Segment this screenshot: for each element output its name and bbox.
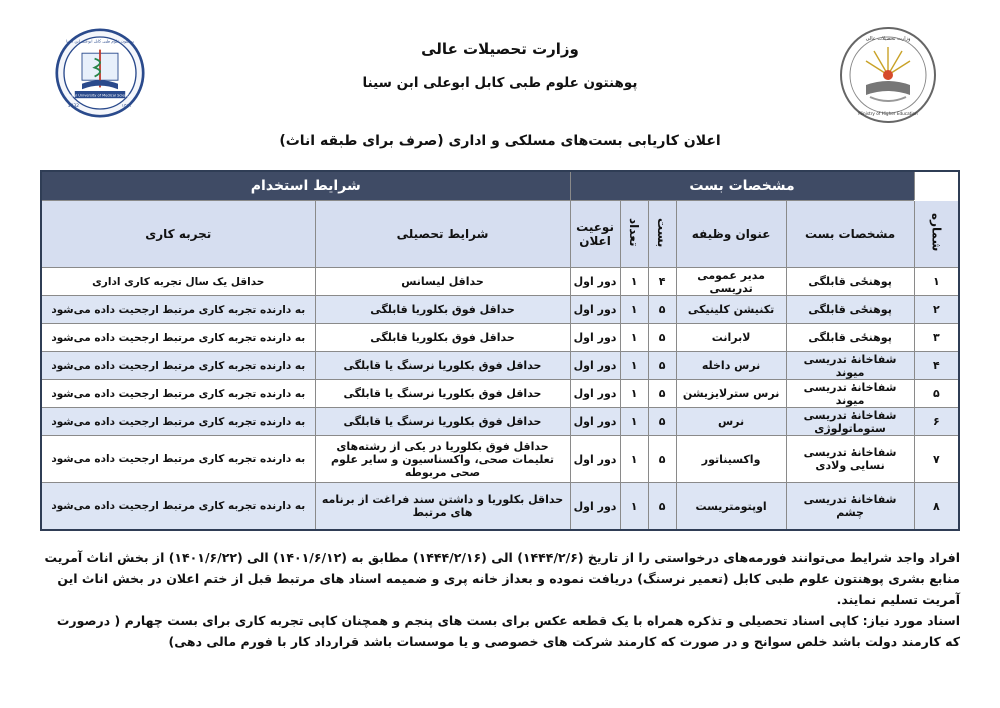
cell-title: نرس داخله — [676, 352, 786, 380]
cell-bast: ۵ — [648, 436, 676, 483]
cell-bast: ۵ — [648, 352, 676, 380]
table-row — [41, 483, 959, 531]
cell-round: دور اول — [570, 408, 620, 436]
cell-no: ۶ — [914, 408, 959, 436]
cell-spec: شفاخانهٔ تدریسی چشم — [786, 483, 914, 531]
cell-edu: حداقل بکلوریا و داشتن سند فراغت از برنامه های مرتبط — [315, 483, 570, 531]
cell-round: دور اول — [570, 436, 620, 483]
cell-title: تکنیشن کلینیکی — [676, 296, 786, 324]
table-row — [41, 408, 959, 436]
cell-spec: شفاخانهٔ تدریسی ستوماتولوژی — [786, 408, 914, 436]
cell-bast: ۴ — [648, 268, 676, 296]
cell-count: ۱ — [620, 408, 648, 436]
col-round-header: نوعیت اعلان — [570, 201, 620, 268]
cell-edu: حداقل فوق بکلوریا قابلگی — [315, 324, 570, 352]
svg-text:۱۳۱۱: ۱۳۱۱ — [121, 104, 132, 110]
table-row — [41, 296, 959, 324]
cell-round: دور اول — [570, 380, 620, 408]
cell-spec: شفاخانهٔ تدریسی نسایی ولادی — [786, 436, 914, 483]
cell-bast: ۵ — [648, 380, 676, 408]
col-count-header: تعداد — [620, 201, 648, 268]
cell-count: ۱ — [620, 380, 648, 408]
col-title-header: عنوان وظیفه — [676, 201, 786, 268]
cell-exp: حداقل یک سال تجربه کاری اداری — [41, 268, 315, 296]
col-exp-header: تجربه کاری — [41, 201, 315, 268]
cell-spec: پوهنځی قابلگی — [786, 296, 914, 324]
cell-exp: به دارنده تجربه کاری مرتبط ارجحیت داده می‌شود — [41, 352, 315, 380]
table-row — [41, 380, 959, 408]
university-title: پوهنتون علوم طبی کابل ابوعلی ابن سینا — [362, 75, 638, 91]
svg-text:وزارت تحصیلات عالی: وزارت تحصیلات عالی — [865, 36, 911, 42]
group-post-header: مشخصات بست — [570, 171, 914, 201]
col-spec-header: مشخصات بست — [786, 201, 914, 268]
cell-title: اوپتومتریست — [676, 483, 786, 531]
required-documents-note: اسناد مورد نیاز: کاپی اسناد تحصیلی و تذکره همراه با یک قطعه عکس برای بست های پنجم و همچنان کاپی تجربه کاری برای بست چهارم ( درصورت که کارمند دولت باشد خلص سوانح و در صورت که کارمند شرکت های خصوصی و یا موسسات باشد قرارداد کار با فورم مالی دهی) — [56, 613, 960, 649]
band-spacer — [914, 171, 959, 201]
cell-count: ۱ — [620, 296, 648, 324]
cell-edu: حداقل فوق بکلوریا نرسنگ یا قابلگی — [315, 352, 570, 380]
cell-round: دور اول — [570, 483, 620, 531]
cell-spec: پوهنځی قابلگی — [786, 268, 914, 296]
table-row — [41, 324, 959, 352]
cell-bast: ۵ — [648, 408, 676, 436]
cell-no: ۳ — [914, 324, 959, 352]
cell-exp: به دارنده تجربه کاری مرتبط ارجحیت داده می‌شود — [41, 324, 315, 352]
cell-title: لابرانت — [676, 324, 786, 352]
svg-text:1932: 1932 — [67, 104, 80, 110]
col-number-header: شماره — [914, 201, 959, 268]
cell-count: ۱ — [620, 483, 648, 531]
cell-count: ۱ — [620, 324, 648, 352]
table-row — [41, 268, 959, 296]
cell-edu: حداقل لیسانس — [315, 268, 570, 296]
svg-text:پوهنتون علوم طبی کابل ابوعلی ا: پوهنتون علوم طبی کابل ابوعلی ابن سینا — [66, 38, 134, 44]
cell-title: واکسیناتور — [676, 436, 786, 483]
cell-no: ۷ — [914, 436, 959, 483]
cell-no: ۲ — [914, 296, 959, 324]
cell-count: ۱ — [620, 436, 648, 483]
cell-count: ۱ — [620, 268, 648, 296]
cell-exp: به دارنده تجربه کاری مرتبط ارجحیت داده می‌شود — [41, 380, 315, 408]
ministry-title: وزارت تحصیلات عالی — [421, 40, 579, 58]
table-row — [41, 352, 959, 380]
jobs-table — [40, 170, 960, 531]
cell-round: دور اول — [570, 352, 620, 380]
cell-title: نرس سترلایزیشن — [676, 380, 786, 408]
cell-exp: به دارنده تجربه کاری مرتبط ارجحیت داده می‌شود — [41, 296, 315, 324]
cell-edu: حداقل فوق بکلوریا در یکی از رشته‌های تعلیمات صحی، واکسناسیون و سایر علوم صحی مربوطه — [315, 436, 570, 483]
cell-no: ۱ — [914, 268, 959, 296]
application-note: افراد واجد شرایط می‌توانند فورمه‌های درخواستی را از تاریخ (۱۴۴۴/۲/۶) الی (۱۴۴۴/۲/۱۶) مطابق به (۱۴۰۱/۶/۱۲) الی (۱۴۰۱/۶/۲۲) از بخش اناث آمریت منابع بشری پوهنتون علوم طبی کابل (تعمیر نرسنگ) دریافت نموده و بعداز خانه پری و ضمیمه اسناد های مرتبط قبل از ختم اعلان در بخش اناث این آمریت تسلیم نمایند. — [44, 550, 960, 607]
table-row — [41, 436, 959, 483]
col-edu-header: شرایط تحصیلی — [315, 201, 570, 268]
cell-exp: به دارنده تجربه کاری مرتبط ارجحیت داده می‌شود — [41, 483, 315, 531]
svg-text:Kabul University of Medical Sc: Kabul University of Medical Sciences — [67, 93, 133, 98]
cell-round: دور اول — [570, 268, 620, 296]
announcement-title: اعلان کاریابی بست‌های مسلکی و اداری (صرف برای طبقه اناث) — [279, 133, 721, 149]
cell-round: دور اول — [570, 296, 620, 324]
cell-bast: ۵ — [648, 324, 676, 352]
cell-title: مدیر عمومی تدریسی — [676, 268, 786, 296]
cell-spec: پوهنځی قابلگی — [786, 324, 914, 352]
col-bast-header: بست — [648, 201, 676, 268]
cell-round: دور اول — [570, 324, 620, 352]
cell-spec: شفاخانهٔ تدریسی میوند — [786, 380, 914, 408]
cell-title: نرس — [676, 408, 786, 436]
svg-text:Ministry of Higher Education: Ministry of Higher Education — [858, 111, 918, 116]
cell-edu: حداقل فوق بکلوریا قابلگی — [315, 296, 570, 324]
cell-bast: ۵ — [648, 483, 676, 531]
cell-bast: ۵ — [648, 296, 676, 324]
cell-exp: به دارنده تجربه کاری مرتبط ارجحیت داده می‌شود — [41, 436, 315, 483]
cell-spec: شفاخانهٔ تدریسی میوند — [786, 352, 914, 380]
cell-exp: به دارنده تجربه کاری مرتبط ارجحیت داده می‌شود — [41, 408, 315, 436]
cell-edu: حداقل فوق بکلوریا نرسنگ یا قابلگی — [315, 408, 570, 436]
cell-no: ۴ — [914, 352, 959, 380]
cell-count: ۱ — [620, 352, 648, 380]
group-conditions-header: شرایط استخدام — [41, 171, 570, 201]
cell-edu: حداقل فوق بکلوریا نرسنگ یا قابلگی — [315, 380, 570, 408]
cell-no: ۵ — [914, 380, 959, 408]
cell-no: ۸ — [914, 483, 959, 531]
